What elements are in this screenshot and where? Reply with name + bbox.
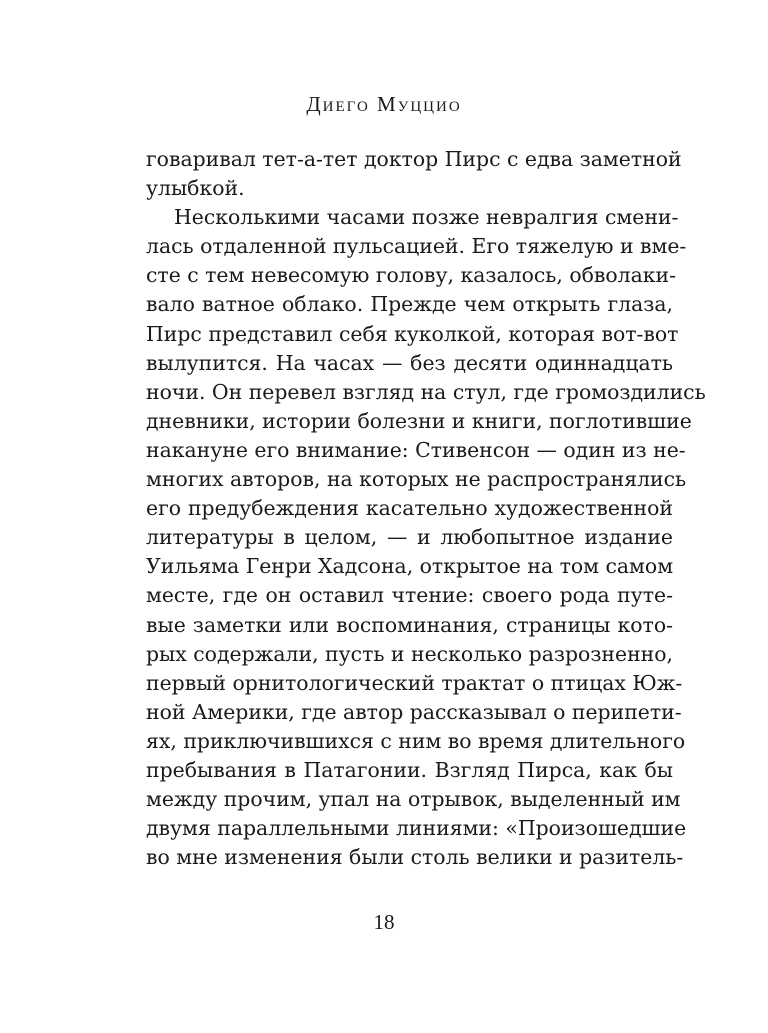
text-line: месте, где он оставил чтение: своего рода путе- <box>146 583 673 608</box>
page-number: 18 <box>373 910 395 934</box>
text-line: ях, приключившихся с ним во время длительного <box>146 728 686 753</box>
text-line: вылупится. На часах — без десяти одиннадцать <box>146 350 673 375</box>
text-line: дневники, истории болезни и книги, поглотившие <box>146 408 692 433</box>
text-line: литературы в целом, — и любопытное издание <box>146 525 673 550</box>
body-text <box>146 145 706 872</box>
text-line: его предубеждения касательно художественной <box>146 496 673 521</box>
text-line: во мне изменения были столь велики и разитель- <box>146 845 684 870</box>
text-line: двумя параллельными линиями: «Произошедшие <box>146 816 687 841</box>
text-line: ночи. Он перевел взгляд на стул, где громоздились <box>146 379 706 404</box>
text-line: Пирс представил себя куколкой, которая вот-вот <box>146 321 679 346</box>
text-line: накануне его внимание: Стивенсон — один из не- <box>146 437 686 462</box>
text-line: улыбкой. <box>146 176 245 201</box>
text-line: первый орнитологический трактат о птицах Юж- <box>146 670 683 695</box>
text-line: лась отдаленной пульсацией. Его тяжелую и вме- <box>146 234 687 259</box>
text-line: вало ватное облако. Прежде чем открыть глаза, <box>146 292 673 317</box>
text-line: многих авторов, на которых не распространялись <box>146 467 687 492</box>
text-line: ной Америки, где автор рассказывал о перипети- <box>146 699 682 724</box>
text-line: пребывания в Патагонии. Взгляд Пирса, как бы <box>146 757 673 782</box>
text-line: вые заметки или воспоминания, страницы кото- <box>146 612 673 637</box>
text-line: между прочим, упал на отрывок, выделенный им <box>146 787 681 812</box>
text-line: сте с тем невесомую голову, казалось, обволаки- <box>146 263 676 288</box>
text-line: говаривал тет-а-тет доктор Пирс с едва заметной <box>146 147 682 171</box>
running-head-author: Диего Муццио <box>306 92 462 116</box>
text-line: рых содержали, пусть и несколько разрозненно, <box>146 641 674 666</box>
text-line: Несколькими часами позже невралгия смени- <box>174 205 679 230</box>
text-line: Уильяма Генри Хадсона, открытое на том самом <box>146 554 674 579</box>
